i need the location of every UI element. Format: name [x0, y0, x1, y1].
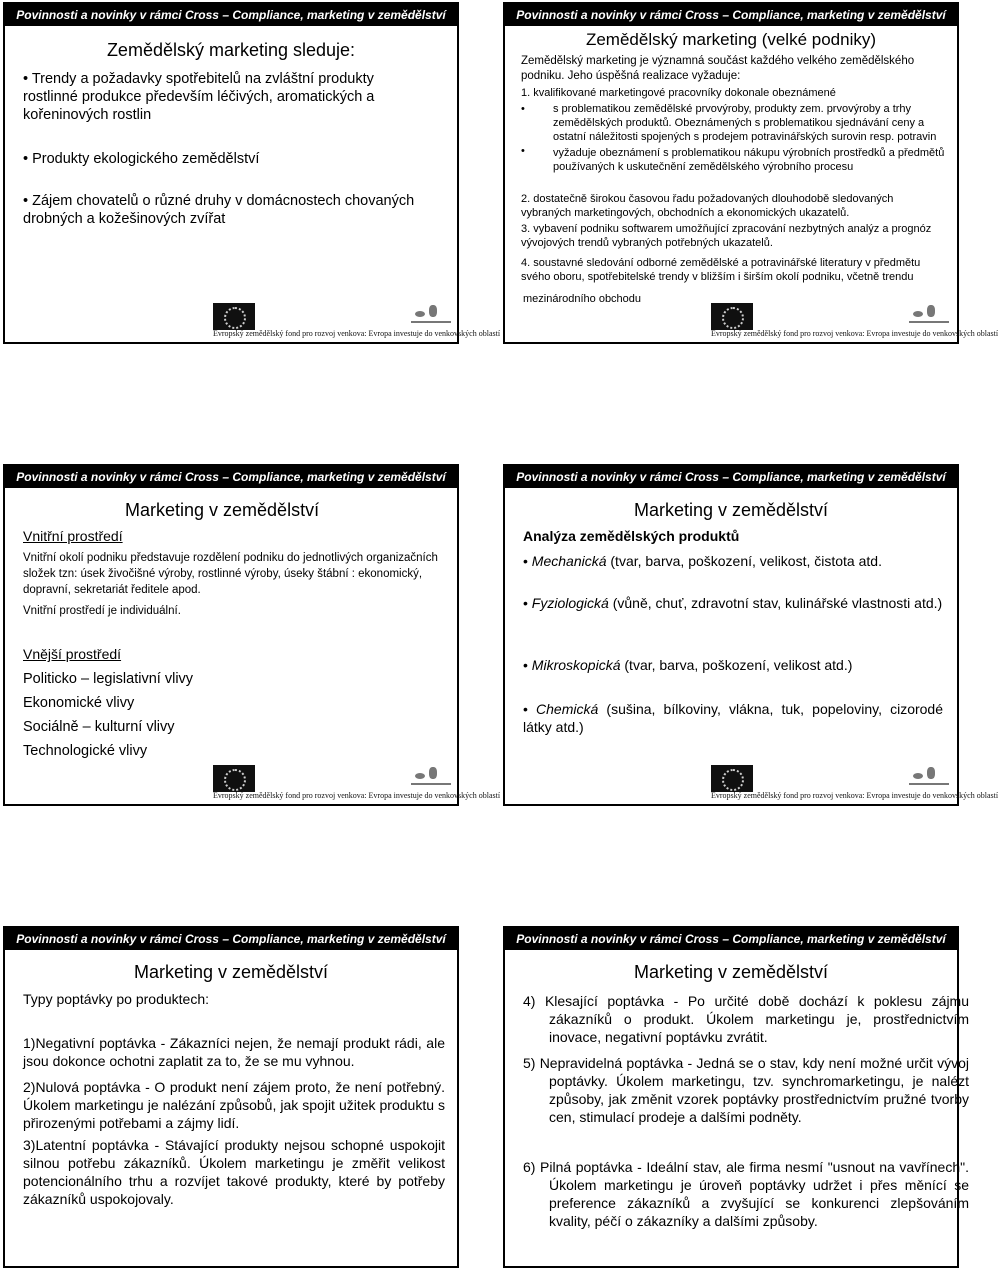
section-heading: Analýza zemědělských produktů — [523, 528, 740, 544]
paragraph: Vnitřní prostředí je individuální. — [23, 605, 181, 617]
slide-header: Povinnosti a novinky v rámci Cross – Compliance, marketing v zemědělství — [5, 928, 457, 950]
list-item: mezinárodního obchodu — [523, 293, 642, 305]
leader-logo-icon — [905, 763, 953, 789]
slide-2 — [503, 2, 998, 344]
leader-logo-icon — [905, 301, 953, 327]
analysis-desc: (vůně, chuť, zdravotní stav, kulinářské vlastnosti atd.) — [608, 595, 943, 611]
factor-item: Politicko – legislativní vlivy — [23, 671, 194, 687]
paragraph: 1)Negativní poptávka - Zákazníci nejen, že nemají produkt rádi, ale jsou dokonce ochotni zaplatit za to, že se mu vyhnou. — [23, 1035, 445, 1069]
analysis-item: • Fyziologická (vůně, chuť, zdravotní stav, kulinářské vlastnosti atd.) — [523, 595, 943, 611]
analysis-desc: (tvar, barva, poškození, velikost atd.) — [620, 657, 853, 673]
footer-text: Evropský zemědělský fond pro rozvoj venkova: Evropa investuje do venkovských oblastí — [711, 791, 998, 800]
analysis-desc: (tvar, barva, poškození, velikost, čistota atd. — [606, 553, 882, 569]
analysis-item: • Mikroskopická (tvar, barva, poškození, velikost atd.) — [523, 657, 853, 673]
slide-title: Marketing v zemědělství — [633, 962, 829, 982]
slide-title: Marketing v zemědělství — [125, 500, 320, 520]
bullet-item: s problematikou zemědělské prvovýroby, produkty zem. prvovýroby a trhy zemědělských produktů. Obeznámených s problematikou sjednávání ceny a ostatní náležitosti spojených s prodejem potravinářských surovin resp. potravin — [553, 103, 937, 143]
slide-header: Povinnosti a novinky v rámci Cross – Compliance, marketing v zemědělství — [5, 4, 457, 26]
analysis-type: Mikroskopická — [531, 657, 621, 673]
section-heading: Vnitřní prostředí — [23, 528, 123, 544]
paragraph: 6) Pilná poptávka - Ideální stav, ale firma nesmí "usnout na vavřínech". Úkolem marketingu je úroveň poptávky udržet i přes měnící se preference zákazníků a zvyšující se konkurenci zlepšováním kvality, péčí o zákazníky a dalšími způsoby. — [523, 1159, 969, 1229]
slide-3 — [3, 464, 501, 806]
list-item: 2. dostatečně širokou časovou řadu požadovaných dlouhodobě sledovaných vybraných marketingových, obchodních a ekonomických ukazatelů. — [521, 193, 894, 219]
footer-text: Evropský zemědělský fond pro rozvoj venkova: Evropa investuje do venkovských oblastí — [213, 329, 501, 338]
slide-header: Povinnosti a novinky v rámci Cross – Compliance, marketing v zemědělství — [505, 4, 957, 26]
slide-header: Povinnosti a novinky v rámci Cross – Compliance, marketing v zemědělství — [505, 928, 957, 950]
list-item: 1. kvalifikované marketingové pracovníky dokonale obeznámené — [521, 87, 836, 99]
bullet-marker: • — [521, 103, 525, 115]
slide-title: Marketing v zemědělství — [133, 962, 329, 982]
slide-title: Marketing v zemědělství — [633, 500, 829, 520]
leader-logo-icon — [407, 301, 455, 327]
factor-item: Ekonomické vlivy — [23, 695, 135, 711]
slide-title: Zemědělský marketing (velké podniky) — [585, 30, 877, 49]
list-item: 4. soustavné sledování odborné zemědělské a potravinářské literatury v předmětu svého oboru, spotřebitelské trendy v bližším i širším okolí podniku, včetně trendu — [521, 257, 921, 283]
footer-text: Evropský zemědělský fond pro rozvoj venkova: Evropa investuje do venkovských oblastí — [213, 791, 501, 800]
slide-6 — [503, 926, 969, 1268]
paragraph: 3)Latentní poptávka - Stávající produkty nejsou schopné uspokojit silnou potřebu zákazníků. Úkolem marketingu je změřit velikost potencionálního trhu a rozvíjet takové produkty, které by potřeby zákazníků uspokojovaly. — [23, 1137, 445, 1207]
leader-logo-icon — [407, 763, 455, 789]
analysis-type: Chemická — [536, 701, 599, 717]
analysis-item: • Mechanická (tvar, barva, poškození, velikost, čistota atd. — [523, 553, 882, 569]
slide-footer — [711, 297, 998, 339]
factor-item: Sociálně – kulturní vlivy — [23, 719, 175, 735]
paragraph: 2)Nulová poptávka - O produkt není zájem proto, že není potřebný. Úkolem marketingu je nalézání způsobů, jak spojit užitek produktu s přirozenými potřebami a zájmy lidí. — [23, 1079, 445, 1131]
paragraph: Vnitřní okolí podniku představuje rozdělení podniku do jednotlivých organizačních složek tzn: úsek živočišné výroby, rostlinné výroby, úseky štábní : ekonomický, dopravní, sekretariát ředitele apod. — [23, 552, 438, 596]
bullet-item: • Produkty ekologického zemědělství — [23, 151, 260, 167]
subtitle: Typy poptávky po produktech: — [23, 991, 209, 1007]
analysis-type: Mechanická — [531, 553, 607, 569]
analysis-desc: (sušina, bílkoviny, vlákna, tuk, popeloviny, cizorodé látky atd.) — [523, 701, 943, 735]
paragraph: 4) Klesající poptávka - Po určité době dochází k poklesu zájmu zákazníků o produkt. Úkolem marketingu je, prostřednictvím inovace, negativní poptávku zvrátit. — [523, 993, 969, 1045]
bullet-item: • Trendy a požadavky spotřebitelů na zvláštní produkty rostlinné produkce především léčivých, aromatických a kořeninových rostlin — [23, 71, 375, 123]
bullet-marker: • — [521, 145, 525, 157]
slide-footer — [213, 759, 501, 801]
slide-footer — [711, 759, 998, 801]
slide-title: Zemědělský marketing sleduje: — [106, 40, 356, 60]
section-heading: Vnější prostředí — [23, 646, 122, 662]
intro-text: Zemědělský marketing je významná součást každého velkého zemědělského podniku. Jeho úspěšná realizace vyžaduje: — [521, 55, 915, 82]
eu-flag-icon — [711, 303, 753, 330]
eu-flag-icon — [213, 303, 255, 330]
slide-header: Povinnosti a novinky v rámci Cross – Compliance, marketing v zemědělství — [505, 466, 957, 488]
bullet-item: vyžaduje obeznámení s problematikou nákupu výrobních prostředků a předmětů používaných k uskutečnění zemědělského výrobního procesu — [553, 147, 945, 173]
slide-4 — [503, 464, 998, 806]
analysis-type: Fyziologická — [531, 595, 609, 611]
paragraph: 5) Nepravidelná poptávka - Jedná se o stav, kdy není možné určit vývoj poptávky. Úkolem marketingu, tzv. synchromarketingu, je nalézt způsoby, jak změnit vzorek poptávky prostřednictvím pružné tvorby cen, stimulací prodeje a dalšími podněty. — [523, 1055, 969, 1125]
bullet-item: • Zájem chovatelů o různé druhy v domácnostech chovaných drobných a kožešinových zvířat — [23, 193, 415, 227]
slide-footer — [213, 297, 501, 339]
factor-item: Technologické vlivy — [23, 743, 148, 759]
eu-flag-icon — [213, 765, 255, 792]
slide-5 — [3, 926, 459, 1268]
eu-flag-icon — [711, 765, 753, 792]
slide-header: Povinnosti a novinky v rámci Cross – Compliance, marketing v zemědělství — [5, 466, 457, 488]
list-item: 3. vybavení podniku softwarem umožňující zpracování nezbytných analýz a prognóz vývojových trendů vybraných potřebných ukazatelů. — [521, 223, 932, 249]
footer-text: Evropský zemědělský fond pro rozvoj venkova: Evropa investuje do venkovských oblastí — [711, 329, 998, 338]
slide-1 — [3, 2, 501, 344]
analysis-item: • Chemická (sušina, bílkoviny, vlákna, tuk, popeloviny, cizorodé látky atd.) — [523, 701, 943, 735]
